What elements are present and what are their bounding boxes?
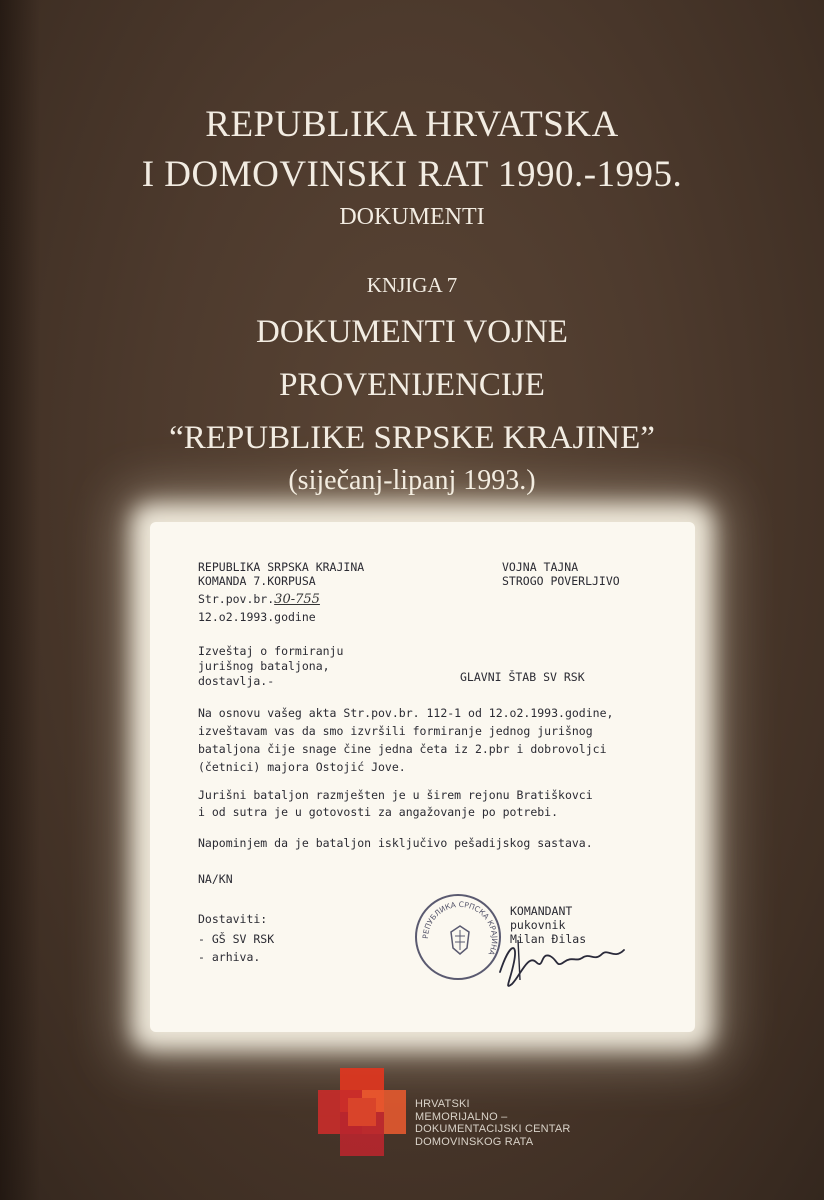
title-line-1: REPUBLIKA HRVATSKA <box>205 104 619 145</box>
subject-line-1: Izveštaj o formiranju <box>198 644 344 658</box>
publisher-logo-icon <box>318 1068 408 1158</box>
logo-square-center <box>348 1098 376 1126</box>
classification-line-1: VOJNA TAJNA <box>502 560 579 574</box>
reference-number: 30-755 <box>274 592 320 607</box>
cover-titles <box>0 100 824 501</box>
heading-line-1: DOKUMENTI VOJNE <box>256 314 568 350</box>
subject-line-3: dostavlja.- <box>198 674 275 688</box>
publisher-line-3: DOKUMENTACIJSKI CENTAR <box>415 1123 571 1135</box>
period: (siječanj-lipanj 1993.) <box>288 465 536 496</box>
subject-line-2: jurišnog bataljona, <box>198 659 330 673</box>
official-stamp <box>415 894 501 980</box>
body-p1-line-2: izveštavam vas da smo izvršili formiranje jednog jurišnog <box>198 724 593 738</box>
document-date: 12.o2.1993.godine <box>198 610 316 624</box>
deliver-label: Dostaviti: <box>198 912 268 926</box>
classification-line-2: STROGO POVERLJIVO <box>502 574 620 588</box>
subtitle: DOKUMENTI <box>339 204 485 230</box>
publisher-name <box>415 1098 571 1148</box>
volume-label: KNJIGA 7 <box>366 273 458 297</box>
title-line-2: I DOMOVINSKI RAT 1990.-1995. <box>141 154 683 195</box>
sender-line-2: KOMANDA 7.KORPUSA <box>198 574 316 588</box>
publisher-line-1: HRVATSKI <box>415 1098 470 1110</box>
sender-line-1: REPUBLIKA SRPSKA KRAJINA <box>198 560 365 574</box>
deliver-item-1: - GŠ SV RSK <box>198 932 275 946</box>
stamp-text: РЕПУБЛИКА СРПСКА КРАЈИНА <box>420 899 500 957</box>
recipient: GLAVNI ŠTAB SV RSK <box>460 670 585 684</box>
body-p2-line-1: Jurišni bataljon razmješten je u širem rejonu Bratiškovci <box>198 788 593 802</box>
signer-title: KOMANDANT <box>510 904 573 918</box>
signature-icon <box>490 932 640 992</box>
reference-line <box>198 592 320 607</box>
archival-document <box>160 532 685 1022</box>
body-p1-line-4: (četnici) majora Ostojić Jove. <box>198 760 406 774</box>
deliver-item-2: - arhiva. <box>198 950 261 964</box>
publisher-line-4: DOMOVINSKOG RATA <box>415 1135 534 1148</box>
body-p1-line-3: bataljona čije snage čine jedna četa iz 2.pbr i dobrovoljci <box>198 742 607 756</box>
signer-name: Milan Đilas <box>510 932 587 946</box>
reference-label: Str.pov.br. <box>198 592 275 606</box>
heading-line-2: PROVENIJENCIJE <box>279 367 545 403</box>
body-p3: Napominjem da je bataljon isključivo pešadijskog sastava. <box>198 836 593 850</box>
signer-rank: pukovnik <box>510 918 566 932</box>
publisher-line-2: MEMORIJALNO – <box>415 1110 508 1123</box>
initials: NA/KN <box>198 872 233 886</box>
body-p2-line-2: i od sutra je u gotovosti za angažovanje po potrebi. <box>198 805 559 819</box>
heading-line-3: “REPUBLIKE SRPSKE KRAJINE” <box>169 420 655 456</box>
body-p1-line-1: Na osnovu vašeg akta Str.pov.br. 112-1 od 12.o2.1993.godine, <box>198 706 614 720</box>
